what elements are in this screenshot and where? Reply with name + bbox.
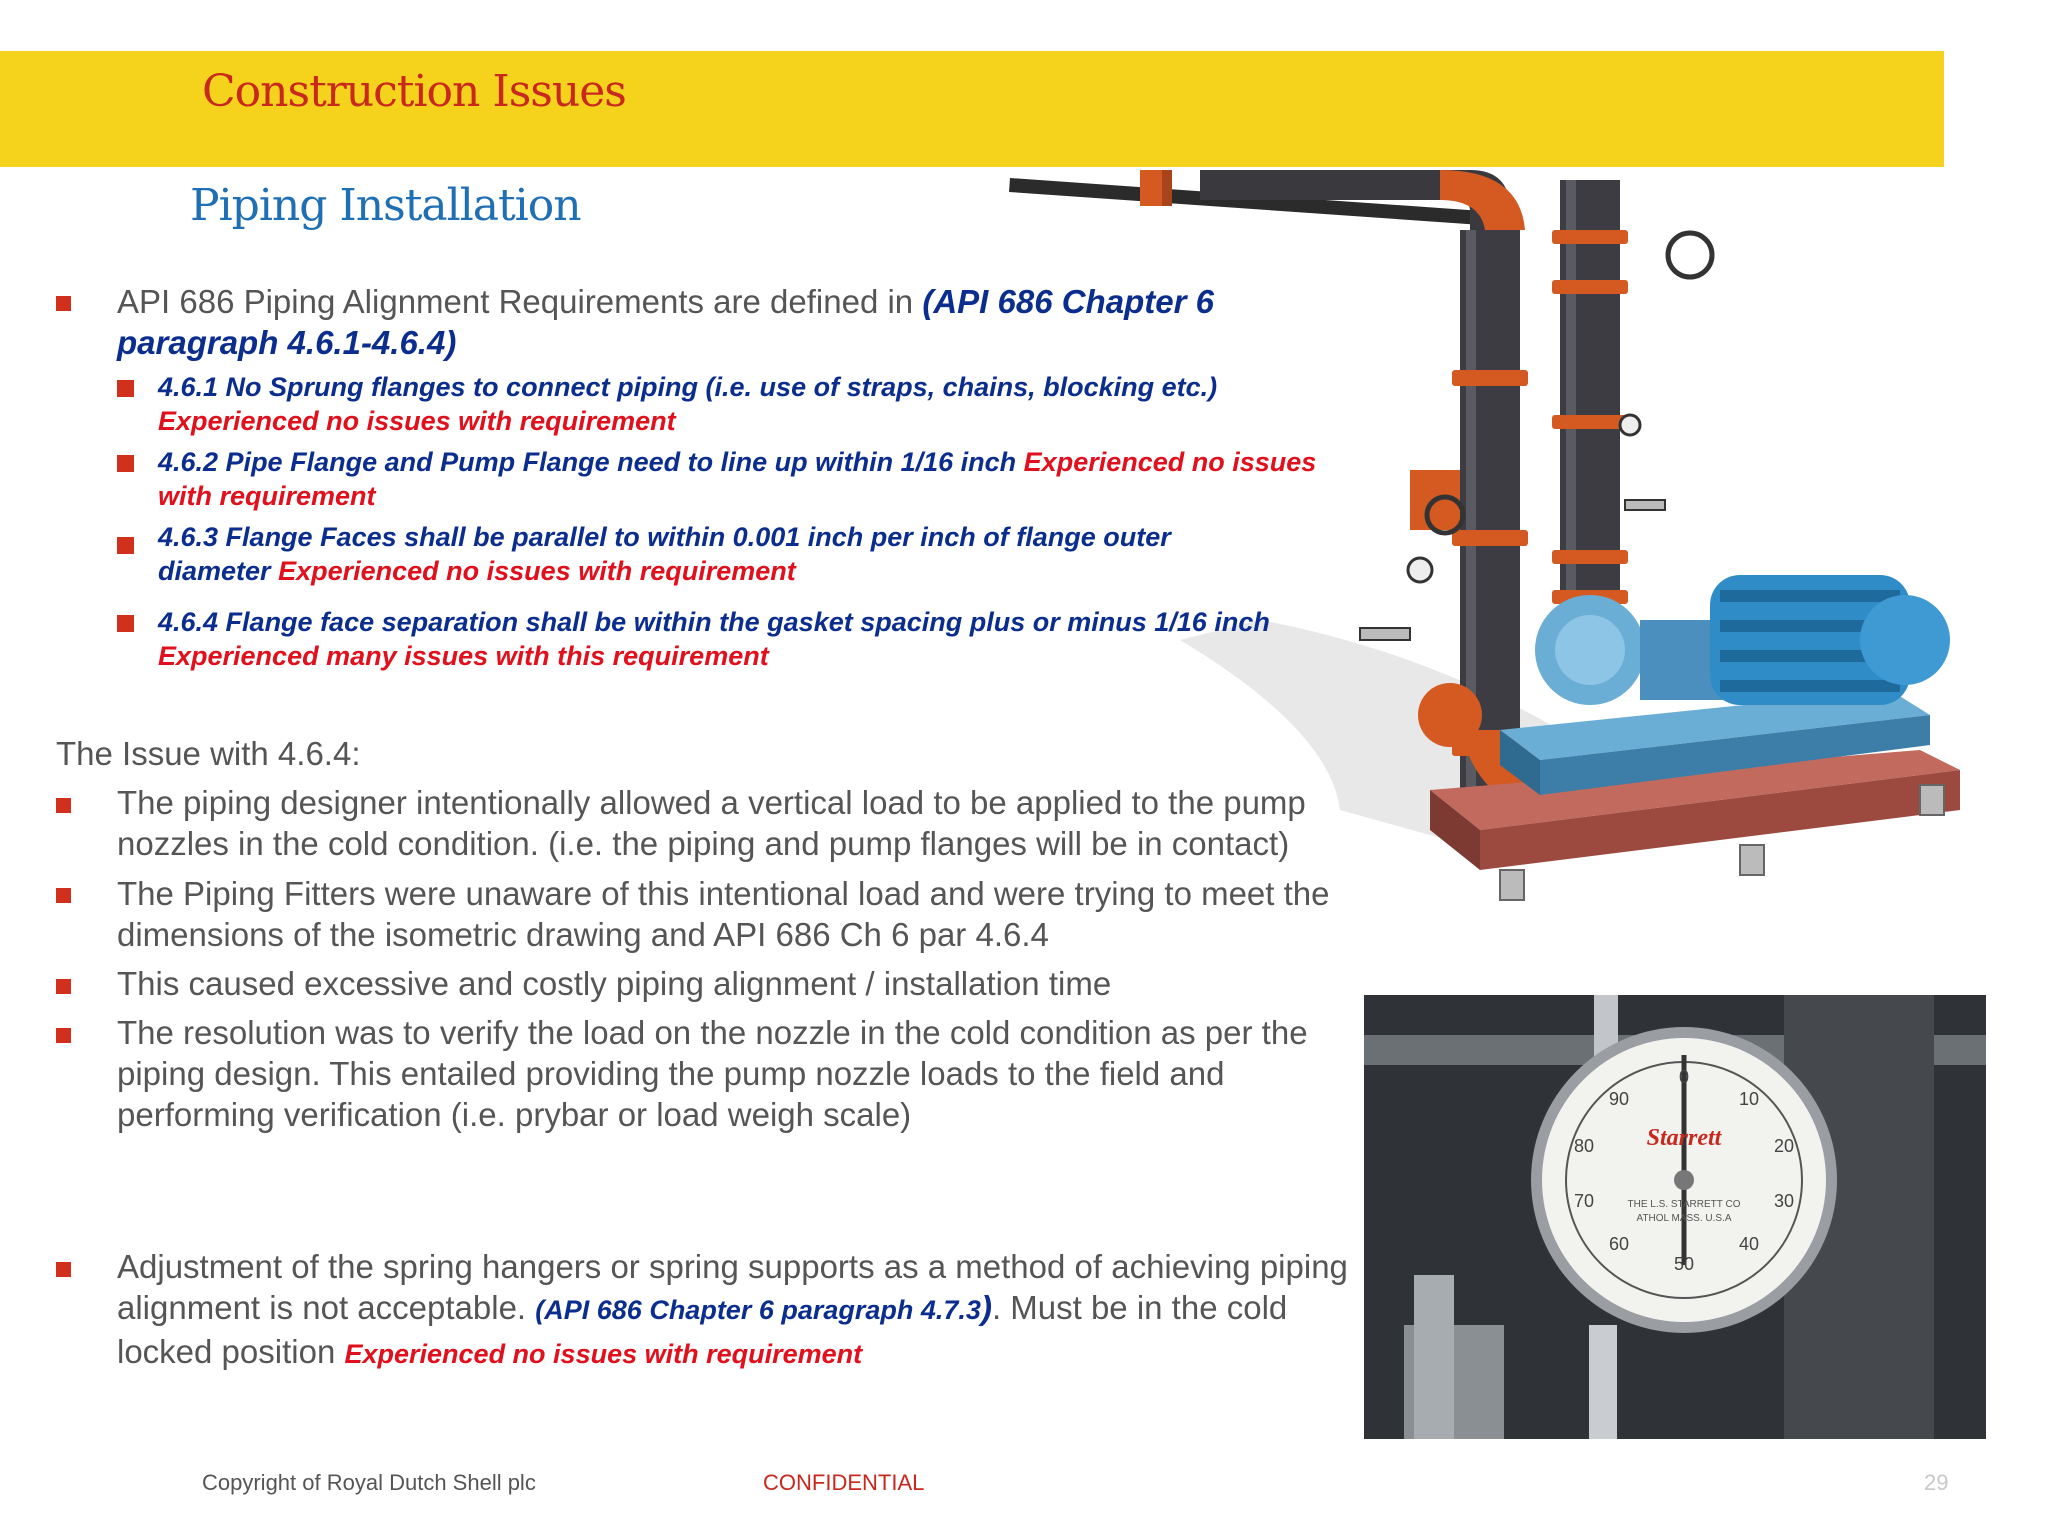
requirement-item [158, 605, 1388, 673]
bullet-marker [56, 888, 71, 903]
adjustment-after: . Must be in the cold locked position [117, 1289, 1288, 1370]
adjustment-status: Experienced no issues with requirement [344, 1339, 863, 1369]
dial-indicator-graphic [1364, 995, 1986, 1439]
bullet-marker [117, 455, 134, 472]
gauge-tick-label: 30 [1773, 1191, 1795, 1211]
intro-reference: (API 686 Chapter 6 paragraph 4.6.1-4.6.4) [117, 283, 1214, 361]
gauge-brand: Starrett [1646, 1125, 1722, 1151]
adjustment-paren: ) [980, 1289, 992, 1326]
requirement-text: 4.6.1 No Sprung flanges to connect piping (i.e. use of straps, chains, blocking etc.) [158, 372, 1218, 402]
footer-confidential: CONFIDENTIAL [763, 1470, 925, 1495]
page-number: 29 [1924, 1470, 1949, 1495]
footer-copyright: Copyright of Royal Dutch Shell plc [202, 1470, 536, 1495]
gauge-tick-label: 60 [1608, 1234, 1630, 1254]
gauge-tick-label: 50 [1673, 1254, 1695, 1274]
bullet-marker [56, 296, 71, 311]
gauge-tick-label: 70 [1573, 1191, 1595, 1211]
bullet-marker [56, 798, 71, 813]
adjustment-reference: (API 686 Chapter 6 paragraph 4.7.3 [535, 1295, 981, 1325]
issue-point: The resolution was to verify the load on the nozzle in the cold condition as per the piping design. This entailed providing the pump nozzle loads to the field and performing verification (i.e. prybar or load weigh scale) [117, 1014, 1308, 1133]
requirement-text: 4.6.3 Flange Faces shall be parallel to within 0.001 inch per inch of flange outer diameter [158, 522, 1171, 586]
requirement-item [158, 520, 1288, 588]
issue-point: The Piping Fitters were unaware of this intentional load and were trying to meet the dimensions of the isometric drawing and API 686 Ch 6 par 4.6.4 [117, 875, 1330, 953]
requirement-status: Experienced no issues with requirement [158, 447, 1317, 511]
adjustment-lead: Adjustment of the spring hangers or spring supports as a method of achieving piping alignment is not acceptable. [117, 1248, 1348, 1326]
issue-point: This caused excessive and costly piping alignment / installation time [117, 965, 1112, 1002]
adjustment-text [117, 1246, 1357, 1375]
bullet-marker [117, 615, 134, 632]
requirement-text: 4.6.4 Flange face separation shall be within the gasket spacing plus or minus 1/16 inch [158, 607, 1270, 637]
issue-heading: The Issue with 4.6.4: [56, 735, 361, 772]
dial-indicator-photo [1364, 995, 1986, 1439]
gauge-tick-label: 0 [1678, 1067, 1690, 1087]
bullet-marker [56, 1028, 71, 1043]
bullet-marker [56, 979, 71, 994]
requirement-status: Experienced many issues with this requirement [158, 641, 769, 671]
bullet-marker [56, 1262, 71, 1277]
intro-lead: API 686 Piping Alignment Requirements are defined in [117, 283, 923, 320]
requirement-item [158, 445, 1338, 513]
bullet-marker [117, 537, 134, 554]
gauge-tick-label: 20 [1773, 1136, 1795, 1156]
gauge-tick-label: 10 [1738, 1089, 1760, 1109]
gauge-tick-label: 80 [1573, 1136, 1595, 1156]
intro-text [117, 281, 1347, 363]
issue-point: The piping designer intentionally allowed a vertical load to be applied to the pump nozzles in the cold condition. (i.e. the piping and pump flanges will be in contact) [117, 784, 1306, 862]
gauge-tick-label: 40 [1738, 1234, 1760, 1254]
gauge-maker-line: ATHOL MASS. U.S.A [1636, 1213, 1732, 1224]
slide-title: Construction Issues [202, 66, 626, 117]
requirement-text: 4.6.2 Pipe Flange and Pump Flange need to line up within 1/16 inch [158, 447, 1017, 477]
gauge-tick-label: 90 [1608, 1089, 1630, 1109]
requirement-status: Experienced no issues with requirement [278, 556, 796, 586]
gauge-maker-line: THE L.S. STARRETT CO [1627, 1199, 1741, 1210]
requirement-item [158, 370, 1378, 438]
bullet-marker [117, 380, 134, 397]
requirement-status: Experienced no issues with requirement [158, 406, 676, 436]
slide-subtitle: Piping Installation [190, 180, 581, 231]
